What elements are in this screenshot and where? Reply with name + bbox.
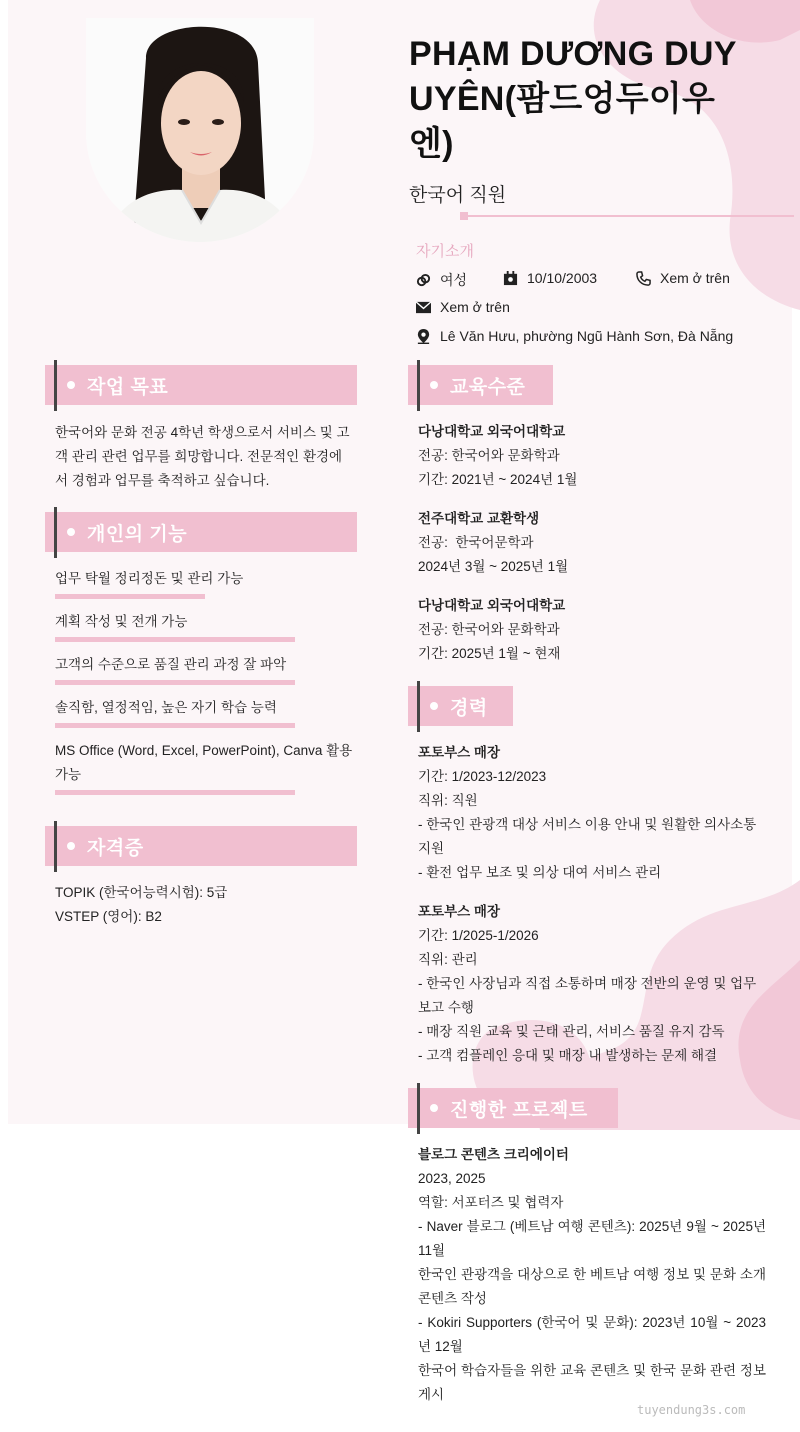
section-certificates-header bbox=[45, 826, 357, 866]
phone-icon bbox=[636, 271, 651, 286]
skill-bar bbox=[55, 637, 295, 642]
experience-period: 기간: 1/2023-12/2023 bbox=[418, 769, 547, 784]
education-major: 전공: 한국어문학과 bbox=[418, 535, 534, 550]
project-role: 역할: 서포터즈 및 협력자 bbox=[418, 1195, 564, 1210]
education-entry bbox=[418, 420, 778, 492]
education-major: 전공: 한국어와 문화학과 bbox=[418, 622, 560, 637]
experience-duty: - 고객 컴플레인 응대 및 매장 내 발생하는 문제 해결 bbox=[418, 1048, 718, 1063]
section-bar bbox=[54, 360, 57, 411]
location-pin-icon bbox=[416, 329, 431, 344]
section-projects-header bbox=[408, 1088, 618, 1128]
education-period: 기간: 2025년 1월 ~ 현재 bbox=[418, 646, 561, 661]
email-icon bbox=[416, 300, 431, 315]
section-bar bbox=[417, 1083, 420, 1134]
experience-position: 직위: 관리 bbox=[418, 952, 478, 967]
experience-duty: - 매장 직원 교육 및 근태 관리, 서비스 품질 유지 감독 bbox=[418, 1024, 725, 1039]
experience-position: 직위: 직원 bbox=[418, 793, 478, 808]
section-dot bbox=[430, 1104, 438, 1112]
experience-duty: - 환전 업무 보조 및 의상 대여 서비스 관리 bbox=[418, 865, 662, 880]
birthdate-value: 10/10/2003 bbox=[527, 270, 598, 286]
section-skills-header bbox=[45, 512, 357, 552]
skill-item: 솔직함, 열정적임, 높은 자기 학습 능력 bbox=[55, 700, 277, 715]
education-period: 2024년 3월 ~ 2025년 1월 bbox=[418, 559, 569, 574]
gender-value: 여성 bbox=[440, 272, 468, 288]
skill-bar bbox=[55, 790, 295, 795]
skill-bar bbox=[55, 723, 295, 728]
experience-entry bbox=[418, 741, 768, 885]
section-bar bbox=[54, 507, 57, 558]
section-certificates-title: 자격증 bbox=[87, 837, 144, 859]
skill-item: MS Office (Word, Excel, PowerPoint), Canva 활용 가능 bbox=[55, 743, 353, 782]
email-row bbox=[416, 299, 510, 315]
section-bar bbox=[417, 360, 420, 411]
address-value: Lê Văn Hưu, phường Ngũ Hành Sơn, Đà Nẵng bbox=[440, 328, 734, 344]
project-name: 블로그 콘텐츠 크리에이터 bbox=[418, 1147, 569, 1162]
skill-item: 업무 탁월 정리정돈 및 관리 가능 bbox=[55, 571, 244, 586]
job-title: 한국어 직원 bbox=[409, 185, 507, 206]
candidate-name: PHẠM DƯƠNG DUY UYÊN(팜드엉두이우엔) bbox=[409, 35, 737, 163]
project-line: 한국어 학습자들을 위한 교육 콘텐츠 및 한국 문화 관련 정보 게시 bbox=[418, 1363, 766, 1402]
experience-company: 포토부스 매장 bbox=[418, 904, 500, 919]
section-skills-title: 개인의 기능 bbox=[87, 523, 188, 545]
gender-row bbox=[416, 270, 467, 290]
education-period: 기간: 2021년 ~ 2024년 1월 bbox=[418, 472, 578, 487]
experience-entry bbox=[418, 900, 768, 1068]
section-dot bbox=[430, 702, 438, 710]
education-entry bbox=[418, 507, 778, 579]
experience-period: 기간: 1/2025-1/2026 bbox=[418, 928, 539, 943]
education-school: 다낭대학교 외국어대학교 bbox=[418, 424, 566, 439]
certificate-item: TOPIK (한국어능력시험): 5급 bbox=[55, 885, 228, 900]
title-divider-dot bbox=[460, 212, 468, 220]
watermark: tuyendung3s.com bbox=[637, 1403, 746, 1417]
experience-company: 포토부스 매장 bbox=[418, 745, 500, 760]
section-education-header bbox=[408, 365, 553, 405]
title-divider bbox=[462, 215, 794, 217]
calendar-icon bbox=[503, 271, 518, 286]
objective-text: 한국어와 문화 전공 4학년 학생으로서 서비스 및 고객 관리 관련 업무를 희망합니다. 전문적인 환경에서 경험과 업무를 축적하고 싶습니다. bbox=[55, 425, 350, 488]
phone-value[interactable]: Xem ở trên bbox=[660, 270, 730, 286]
section-objective-header bbox=[45, 365, 357, 405]
section-experience-header bbox=[408, 686, 513, 726]
education-school: 전주대학교 교환학생 bbox=[418, 511, 540, 526]
gender-icon bbox=[416, 273, 431, 288]
birthdate-row bbox=[503, 270, 597, 286]
intro-label: 자기소개 bbox=[416, 243, 474, 260]
section-dot bbox=[67, 528, 75, 536]
project-line: 한국인 관광객을 대상으로 한 베트남 여행 정보 및 문화 소개 콘텐츠 작성 bbox=[418, 1267, 766, 1306]
skill-item: 계획 작성 및 전개 가능 bbox=[55, 614, 188, 629]
section-dot bbox=[67, 842, 75, 850]
project-entry bbox=[418, 1143, 766, 1407]
education-major: 전공: 한국어와 문화학과 bbox=[418, 448, 560, 463]
email-value[interactable]: Xem ở trên bbox=[440, 299, 510, 315]
section-experience-title: 경력 bbox=[450, 697, 488, 719]
experience-duty: - 한국인 사장님과 직접 소통하며 매장 전반의 운영 및 업무 보고 수행 bbox=[418, 976, 757, 1015]
skill-item: 고객의 수준으로 품질 관리 과정 잘 파악 bbox=[55, 657, 287, 672]
section-education-title: 교육수준 bbox=[450, 376, 526, 398]
skill-bar bbox=[55, 594, 205, 599]
section-dot bbox=[430, 381, 438, 389]
address-row bbox=[416, 328, 733, 344]
project-line: - Naver 블로그 (베트남 여행 콘텐츠): 2025년 9월 ~ 2025년 11월 bbox=[418, 1219, 766, 1258]
profile-photo bbox=[86, 18, 314, 242]
education-entry bbox=[418, 594, 778, 666]
section-bar bbox=[54, 821, 57, 872]
project-line: - Kokiri Supporters (한국어 및 문화): 2023년 10월 ~ 2023년 12월 bbox=[418, 1315, 766, 1354]
section-objective-title: 작업 목표 bbox=[87, 376, 169, 398]
phone-row bbox=[636, 270, 730, 286]
education-school: 다낭대학교 외국어대학교 bbox=[418, 598, 566, 613]
skill-bar bbox=[55, 680, 295, 685]
certificates-list bbox=[55, 881, 355, 929]
certificate-item: VSTEP (영어): B2 bbox=[55, 909, 162, 924]
experience-duty: - 한국인 관광객 대상 서비스 이용 안내 및 원활한 의사소통 지원 bbox=[418, 817, 757, 856]
project-years: 2023, 2025 bbox=[418, 1171, 486, 1186]
section-projects-title: 진행한 프로젝트 bbox=[450, 1099, 588, 1121]
section-bar bbox=[417, 681, 420, 732]
section-dot bbox=[67, 381, 75, 389]
